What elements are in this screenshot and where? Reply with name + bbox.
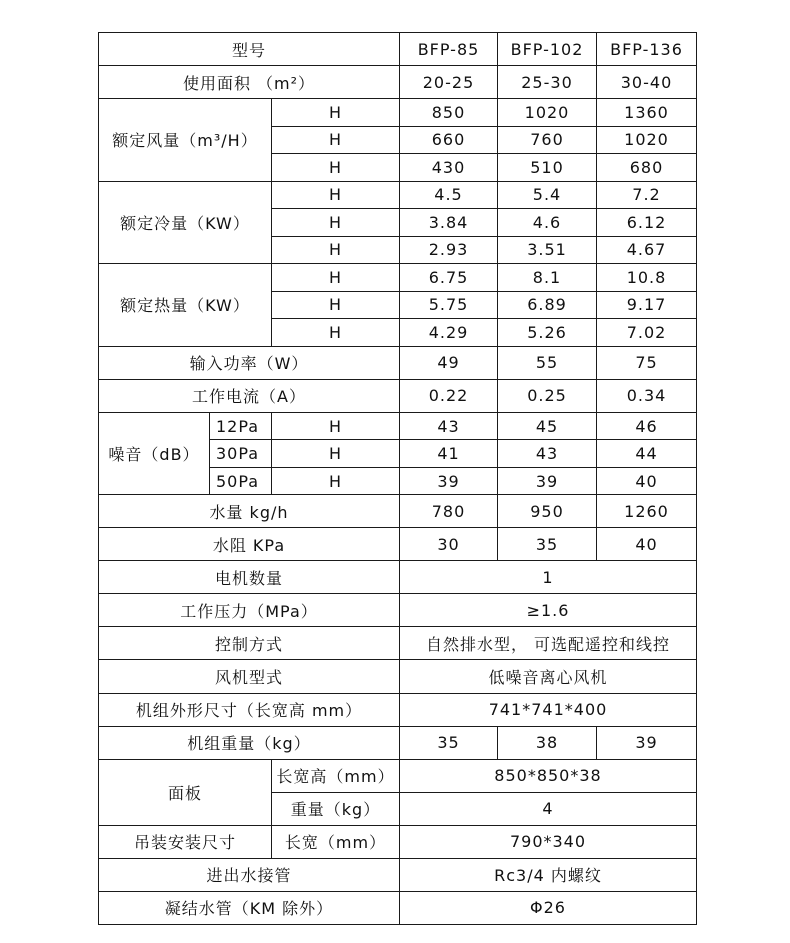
heating-value: 5.75	[400, 291, 498, 319]
cooling-value: 4.5	[400, 181, 498, 209]
noise-pressure: 50Pa	[210, 467, 272, 495]
row-fan-type	[99, 660, 697, 693]
drain-pipe-label: 凝结水管（KM 除外）	[99, 891, 400, 924]
heating-value: 9.17	[597, 291, 697, 319]
water-flow-label: 水量 kg/h	[99, 495, 400, 528]
power-value: 55	[498, 346, 597, 379]
row-cooling	[99, 181, 697, 209]
current-label: 工作电流（A）	[99, 379, 400, 412]
noise-value: 43	[400, 412, 498, 440]
row-heating	[99, 264, 697, 292]
row-airflow	[99, 99, 697, 127]
row-unit-size	[99, 693, 697, 726]
drain-pipe-value: Φ26	[400, 891, 697, 924]
row-water-pipe	[99, 858, 697, 891]
water-pipe-label: 进出水接管	[99, 858, 400, 891]
fan-type-value: 低噪音离心风机	[400, 660, 697, 693]
speed-cell: H	[272, 126, 400, 154]
model-name: BFP-85	[400, 33, 498, 66]
heating-value: 10.8	[597, 264, 697, 292]
heating-value: 5.26	[498, 319, 597, 347]
noise-value: 39	[498, 467, 597, 495]
area-value: 25-30	[498, 66, 597, 99]
noise-value: 40	[597, 467, 697, 495]
noise-value: 46	[597, 412, 697, 440]
model-name: BFP-102	[498, 33, 597, 66]
heating-value: 8.1	[498, 264, 597, 292]
hanging-value: 790*340	[400, 825, 697, 858]
speed-cell: H	[272, 209, 400, 237]
heating-value: 6.89	[498, 291, 597, 319]
row-power	[99, 346, 697, 379]
airflow-value: 1020	[498, 99, 597, 127]
current-value: 0.34	[597, 379, 697, 412]
panel-label: 面板	[99, 759, 272, 825]
water-flow-value: 1260	[597, 495, 697, 528]
cooling-value: 2.93	[400, 236, 498, 264]
speed-cell: H	[272, 236, 400, 264]
noise-value: 39	[400, 467, 498, 495]
motor-count-label: 电机数量	[99, 561, 400, 594]
cooling-value: 4.67	[597, 236, 697, 264]
fan-type-label: 风机型式	[99, 660, 400, 693]
water-resistance-value: 35	[498, 528, 597, 561]
airflow-value: 660	[400, 126, 498, 154]
row-unit-weight	[99, 726, 697, 759]
cooling-value: 4.6	[498, 209, 597, 237]
speed-cell: H	[272, 99, 400, 127]
row-area	[99, 66, 697, 99]
row-panel	[99, 759, 697, 792]
power-value: 49	[400, 346, 498, 379]
control-label: 控制方式	[99, 627, 400, 660]
water-flow-value: 950	[498, 495, 597, 528]
cooling-value: 6.12	[597, 209, 697, 237]
noise-pressure: 30Pa	[210, 440, 272, 468]
airflow-value: 1360	[597, 99, 697, 127]
speed-cell: H	[272, 412, 400, 440]
cooling-value: 5.4	[498, 181, 597, 209]
row-control	[99, 627, 697, 660]
row-current	[99, 379, 697, 412]
airflow-value: 850	[400, 99, 498, 127]
water-resistance-label: 水阻 KPa	[99, 528, 400, 561]
motor-count-value: 1	[400, 561, 697, 594]
row-motor-count	[99, 561, 697, 594]
current-value: 0.22	[400, 379, 498, 412]
airflow-label: 额定风量（m³/H）	[99, 99, 272, 182]
heating-value: 6.75	[400, 264, 498, 292]
water-pipe-value: Rc3/4 内螺纹	[400, 858, 697, 891]
row-drain-pipe	[99, 891, 697, 924]
airflow-value: 760	[498, 126, 597, 154]
row-hanging	[99, 825, 697, 858]
row-water-flow	[99, 495, 697, 528]
airflow-value: 680	[597, 154, 697, 182]
noise-value: 41	[400, 440, 498, 468]
noise-label: 噪音（dB）	[99, 412, 210, 495]
panel-size-value: 850*850*38	[400, 759, 697, 792]
unit-size-value: 741*741*400	[400, 693, 697, 726]
row-water-resistance	[99, 528, 697, 561]
speed-cell: H	[272, 154, 400, 182]
heating-value: 7.02	[597, 319, 697, 347]
model-label: 型号	[99, 33, 400, 66]
water-flow-value: 780	[400, 495, 498, 528]
speed-cell: H	[272, 467, 400, 495]
hanging-sub-label: 长宽（mm）	[272, 825, 400, 858]
panel-weight-value: 4	[400, 792, 697, 825]
unit-weight-label: 机组重量（kg）	[99, 726, 400, 759]
water-resistance-value: 30	[400, 528, 498, 561]
area-label: 使用面积 （m²）	[99, 66, 400, 99]
working-pressure-label: 工作压力（MPa）	[99, 594, 400, 627]
unit-weight-value: 35	[400, 726, 498, 759]
power-label: 输入功率（W）	[99, 346, 400, 379]
cooling-value: 3.51	[498, 236, 597, 264]
row-model	[99, 33, 697, 66]
unit-weight-value: 38	[498, 726, 597, 759]
heating-label: 额定热量（KW）	[99, 264, 272, 347]
hanging-label: 吊装安装尺寸	[99, 825, 272, 858]
panel-size-label: 长宽高（mm）	[272, 759, 400, 792]
noise-pressure: 12Pa	[210, 412, 272, 440]
row-noise	[99, 412, 697, 440]
model-name: BFP-136	[597, 33, 697, 66]
spec-table	[98, 32, 697, 925]
speed-cell: H	[272, 291, 400, 319]
water-resistance-value: 40	[597, 528, 697, 561]
speed-cell: H	[272, 264, 400, 292]
airflow-value: 1020	[597, 126, 697, 154]
speed-cell: H	[272, 319, 400, 347]
noise-value: 43	[498, 440, 597, 468]
area-value: 20-25	[400, 66, 498, 99]
panel-weight-label: 重量（kg）	[272, 792, 400, 825]
airflow-value: 510	[498, 154, 597, 182]
heating-value: 4.29	[400, 319, 498, 347]
row-working-pressure	[99, 594, 697, 627]
unit-weight-value: 39	[597, 726, 697, 759]
airflow-value: 430	[400, 154, 498, 182]
cooling-value: 7.2	[597, 181, 697, 209]
speed-cell: H	[272, 181, 400, 209]
unit-size-label: 机组外形尺寸（长宽高 mm）	[99, 693, 400, 726]
area-value: 30-40	[597, 66, 697, 99]
cooling-value: 3.84	[400, 209, 498, 237]
noise-value: 44	[597, 440, 697, 468]
working-pressure-value: ≥1.6	[400, 594, 697, 627]
noise-value: 45	[498, 412, 597, 440]
power-value: 75	[597, 346, 697, 379]
control-value: 自然排水型， 可选配遥控和线控	[400, 627, 697, 660]
speed-cell: H	[272, 440, 400, 468]
current-value: 0.25	[498, 379, 597, 412]
cooling-label: 额定冷量（KW）	[99, 181, 272, 264]
